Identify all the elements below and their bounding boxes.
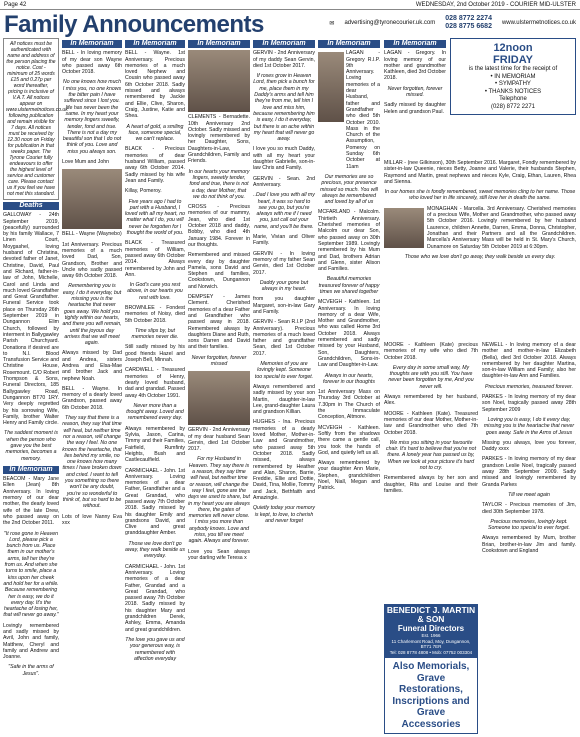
poem-parkes-2: Till we meet again	[508, 491, 550, 498]
notice-gervin-5-end: Always remembered and sadly missed by your son Martin, daughter-in-law Lee, grand-daughter Laura and grandson Killian.	[253, 383, 315, 416]
column-6	[318, 38, 380, 737]
notice-taylor: TAYLOR - Precious memories of Jim, died 30th September 1978.	[482, 502, 576, 515]
poem-hughes: Quietly today your memory is kept, to love, to cherish and never forget	[253, 505, 315, 524]
deadline-item-2: • SYMPATHY	[495, 81, 531, 87]
poem-galloway: The saddest moment is when the person who gave you the best memories, becomes a memory.	[4, 430, 58, 462]
poem-newell: Precious memories, treasured forever.	[484, 383, 574, 390]
section-deaths: Deaths	[3, 202, 59, 210]
poem-gervin-5: Memories of you are lovingly kept. Someone too special to ever forget.	[254, 361, 314, 380]
notice-mcveigh-2-end: Always remembered by your daughter Ann Marie, Stephen, grandchildren Noel, Niall, Megan and Patrick.	[318, 460, 380, 492]
column-8	[384, 342, 478, 602]
deadline-box	[450, 38, 576, 115]
phone-numbers	[445, 15, 492, 31]
fd-telephone[interactable]: Tel: 028 8778 4808 • Mob: 07752 003304	[389, 649, 473, 655]
notice-gervin-3-end: Marie, Vivian and Oliver Family.	[253, 234, 315, 247]
fd-subtitle: Funeral Directors	[397, 624, 465, 633]
deadline-text: is the latest time for the receipt of	[468, 66, 558, 72]
notice-lagan-2-end: Sadly missed by daughter Helen and grandson Paul.	[384, 102, 446, 115]
top-bar	[0, 0, 580, 10]
notice-parkes-1: PARKES - In loving memory of my dear son Noel, tragically passed away 28th September 2009	[482, 394, 576, 413]
poem-bell-3: They say that there is a reason, they say that time will heal, but neither time nor a reason, will change the way I feel. No one knows the heartache, that lies behind my smile, no one knows how many times I have broken down and cried. I want to tell you something so there won't be any doubt, you're so wonderful to think of, but so hard to be without.	[62, 415, 122, 510]
phone-1[interactable]: 028 8772 2274	[445, 15, 492, 22]
notice-lagan-2: LAGAN - Gregory. In loving memory of our mother and grandmother Kathleen, died 3rd October 2018.	[384, 50, 447, 82]
notice-moore-1-end: Always remembered by her husband, Alex.	[384, 394, 478, 407]
poem-lagan: Our memories are so precious, your presence missed so much. You will always be remembered and loved by all of us	[320, 173, 378, 206]
notice-bell-2-head: BELL - Wayne (Waynebo)	[62, 231, 122, 238]
poem-bell-2: Remembering you is easy, I do it everyday, but missing you is the heartache that never goes away. We hold you tightly within our hearts, and there you will remain, until the joyous day arrives that we will meet again.	[62, 283, 122, 347]
notice-moore-2: MOORE - Kathleen (Kate). Treasured memories of our dear Mother, Mother-in-law and Grandmother who died 7th October 2018.	[384, 410, 478, 436]
notice-gervin-4: GERVIN - In loving memory of my father Sean Gervin, died 1st October 2017.	[253, 250, 315, 276]
notice-gervin-5: GERVIN - Sean R.I.P (2nd Anniversary). Precious memories of a much loved father and grandfather Sean, died 1st October 2017.	[253, 319, 315, 357]
poem-carmichael-1: Those we love don't go away, they walk beside us everyday.	[125, 540, 185, 560]
column-5	[253, 38, 315, 737]
notice-gervin-2: GERVIN - 2nd Anniversary of my daddy Sean Gervin, died 1st October 2017.	[253, 50, 315, 69]
deadline-item-1: • IN MEMORIAM	[490, 73, 536, 80]
notice-newell: NEWELL - In loving memory of a dear mother and mother-in-law Elizabeth (Bella), died 3rd October 2018. Always remembered by her daughter Martina, son-in-law William and Family; also her daughter-in-law Ann and Families.	[482, 342, 576, 380]
notice-carmichael-1: CARMICHAEL - John. 1st Anniversary. Loving memories of a dear Father, Grandfather and a Great Grandad, who passed away 7th October 2018. Sadly missed by his daughter Emily and grandsons David, and Clive and great granddaughter Amber.	[125, 467, 185, 537]
column-1	[3, 38, 68, 737]
deadline-box-col	[450, 38, 576, 158]
photo-lagan	[318, 52, 344, 122]
notice-bell-3: BELL - Wayne. In memory of a dearly loved Grandson, passed away 6th October 2018.	[62, 385, 122, 411]
memorials-ad[interactable]: Also Memorials, Grave Restorations, Inscriptions and Grave Accessories	[384, 657, 478, 734]
poem-lagan-2: Never forgotten, forever missed.	[387, 85, 443, 99]
ad-column	[384, 604, 478, 737]
poem-taylor: Precious memories, lovingly kept. Someone too special to ever forget.	[488, 518, 570, 532]
contact-bar	[329, 15, 576, 31]
notice-cross-end: Remembered and missed every day by daughter Pamela, sons David and Stephen and families, Cookstown, Dungannon and Norwich.	[188, 252, 250, 290]
section-in-memoriam: In Memoriam	[253, 40, 315, 48]
notice-gervin-2-end: I love you so much Daddy, with all my heart your daughter Gabrielle, son-in-law Chris and Family.	[253, 146, 315, 172]
poem-bell-4: A heart of gold, a smiling face, someone special, we can't replace.	[126, 123, 184, 143]
poem-bell-1: No one knows how much I miss you, no one knows the bitter pain I have suffered since I lost you. life has never been the same. In my heart your memory lingers sweetly, tender, fond and true. There is not a day my beautiful son that I do not think of you. Love and miss you always son.	[62, 79, 122, 155]
poem-black-1: Five years ago I had to part with a Husband, I loved with all my heart, no matter what I do, you will never be forgotten for I thought the world of you.	[125, 198, 185, 237]
column-3	[125, 38, 185, 737]
section-in-memoriam: In Memoriam	[125, 40, 185, 48]
notice-mcfarland: MCFARLAND - Malcolm. Thirtieth Anniversary. Cherished memories of Malcolm our dear Son, who passed away on 30th September 1989. Lovingly remembered by his Mum and Dad, brothers Adrian and Glenn, sister Alison and Families.	[318, 209, 380, 273]
photo-monaghan	[384, 208, 424, 248]
poem-monaghan: Those who we love don't go away, they walk beside us every day.	[404, 253, 556, 260]
notice-cross: CROSS - Precious memories of our mammy, Jean, who died 1st October 2018 and daddy, Bobby, who died 4th January 1984. Forever in our thoughts.	[188, 204, 250, 248]
column-9	[482, 342, 576, 737]
funeral-director-ad[interactable]	[384, 604, 478, 657]
poem-millar: In our homes she is fondly remembered, sweet memories cling to her name. Those who loved her in life sincerely, still love her in death the same.	[384, 189, 576, 202]
notice-gervin-4-end: from you daughter Margaret, son-in-law Gary and Family.	[253, 296, 315, 315]
fd-name: BENEDICT J. MARTIN & SON	[386, 605, 476, 624]
poem-gervin-2: If roses grow in Heaven Lord, then pick a bunch for me, place them in my Daddy's arms and tell him they're from me, tell him I love and miss him, because remembering him is easy, I do it everyday, but there is an ache within my heart that will never go away.	[253, 73, 315, 143]
column-2	[62, 38, 122, 737]
deadline-phone-label: Telephone	[499, 96, 527, 102]
photo-bell	[62, 169, 122, 229]
notice-parkes-1-end: Missing you always, love you forever, Daddy xxxx	[482, 439, 576, 453]
poem-cardwell: Never more than a thought away. Loved and remembered every day.	[126, 402, 184, 422]
notice-gervin-1-end: Love you Sean always your darling wife Teresa x	[188, 548, 250, 561]
deadline-item-3: • THANKS NOTICES	[484, 88, 542, 95]
notice-bell-1-end: Love Mum and John	[62, 159, 110, 166]
notice-black-2: BLACK - Treasured memories of William, passed away 6th October 2014. Always remembered by John and Ann.	[125, 240, 185, 278]
deadline-time: 12noon	[493, 42, 533, 54]
column-4	[188, 38, 250, 737]
notice-beacom: BEACOM - Mary Jane Ellen (Jean) 8th Anniversary. In loving memory of our dear mother, the dearly loved wife of the late Drew, who passed away on the 2nd October 2011.	[3, 476, 59, 527]
notice-bell-2-end: Always missed by Dad and Andrea, sisters Andrea and Elsa-Mae and brother Jack and nephew Noah.	[62, 350, 122, 382]
poem-mcfarland: Beautiful memories treasured forever of happy times we shared together	[318, 276, 380, 295]
notice-mcveigh-1-end: 1st Anniversary Mass on Thursday 3rd October at 7.30pm in The Church of the Immaculate Conception, Altmore.	[318, 389, 380, 421]
poem-clements: In our hearts your memory lingers, sweetly tender, fond and true, there is not a day, dear Mother, that we do not think of you.	[188, 168, 250, 200]
fd-est: Est. 1966	[421, 633, 441, 638]
notice-monaghan: MONAGHAN - Marcella. 3rd Anniversary. Cherished memories of a precious Wife, Mother and Grandmother, who passed away 5th October 2016. Lovingly remembered by her husband Laurence, children Annette, Darren, Emma, Donna, Christopher, Jonathan and their Partners and all the Grandchildren. Marcella's Anniversary Mass will be held in St. Mary's Church, Dunamore on Saturday 5th October 2019 at 6:30pm.	[427, 205, 576, 250]
notice-info: All notices must be authenticated with name and address of the person placing the notice. Cost - minimum of 25 words £15 and 0.27p per word thereafter, pricing is inclusive of V.A.T. All notices appear on www.ulstermetnotices.co.uk following publication and remain visible for 7 days. All notices must be received by 12.30 noon on Friday for publication in that weeks paper. The Tyrone Courier fully endeavours to offer the highest level of service and customer care. Please contact us if you feel we have not met this standard.	[3, 38, 59, 200]
notice-mcveigh-2: MCVEIGH - Kathleen. Softly from the shadows there came a gentle call, you took the hands of God, and quietly left us all.	[318, 424, 380, 456]
fd-address: 11 Charlemont Road, Moy, Dungannon, BT71 7ER	[391, 638, 471, 649]
photo-clements	[188, 50, 250, 112]
notice-hughes: HUGHES - Ina. Precious memories of a dearly loved Mother, Mother-in-Law and Grandmother, who passed away 5th October 2018. Sadly missed, always remembered by Heather and Alan, Sharon, Barrie, Freddie, Ellie and Dottie, David, Tina, Mollie, Tommy and Jack, Bethfaith and Amazingle.	[253, 419, 315, 501]
website-link[interactable]: www.ulstermetnotices.co.uk	[501, 20, 576, 26]
notice-mcveigh-1: MCVEIGH - Kathleen. 1st Anniversary. In loving memory of a dear Wife, Mother and Grandmother, who was called Home 3rd October 2018. Always remembered and sadly missed by your Husband, Son, Daughters, Grandchildren, Sons-in-Law and Daughter-in-Law.	[318, 299, 380, 369]
poem-carmichael-2: The love you gave us and your generous way, is remembered with affection everyday	[125, 636, 185, 662]
poem-mcveigh-1: Always in our hearts, forever in our thoughts	[323, 372, 375, 385]
poem-moore-1: Every day in some small way, My thoughts are with you still. You have never been forgotten by me, And you never will.	[388, 364, 474, 390]
section-in-memoriam: In Memoriam	[318, 40, 380, 48]
poem-parkes-1: Loving you is easy, I do it every day, missing you is the heartache that never goes away. Safe in the Arms of Jesus	[483, 416, 575, 436]
phone-2[interactable]: 028 8775 6682	[445, 23, 492, 30]
notice-taylor-end: Always remembered by Mum, brother Brian, brother-in-law Jim and family. Cookstown and England	[482, 535, 576, 555]
column-7-wide	[384, 160, 576, 340]
page-number: Page 42	[4, 1, 27, 8]
lagan-block	[318, 50, 380, 174]
deadline-phone[interactable]: (028) 8772 2271	[490, 103, 536, 110]
notice-carmichael-2: CARMICHAEL - John. 1st Anniversary. Loving memories of a dear Father, Grandad and a Great Grandad, who passed away 7th October 2018. Sadly missed by his daughter Mary and grandchildren Derek, Ashley, Emma, Amanda and great grandchildren.	[125, 563, 185, 633]
notice-dempsey: DEMPSEY - James Clement. Cherished memories of a dear Father and Grandfather who passed away in 2018. Remembered always by daughters Diane and Ruth, sons Darren and David and their families.	[188, 294, 251, 351]
poem-moore-2: We miss you sitting in your favourite chair. It's hard to believe that you're not there. A lonely year has passed us by, When we look at your picture it's hard not to cry.	[385, 439, 477, 472]
email-icon: ✉	[329, 20, 335, 27]
poem-gervin-4: Daddy your gone but always in my heart.	[259, 279, 309, 293]
notice-bell-4: BELL - Wayne. 1st Anniversary. Precious memories of a much loved Nephew and Cousin who passed away 6th October 2018. Sadly missed and always remembered by Jackie and Ellie, Clive, Sharon, Craig, Justine, Katie and Shea.	[125, 50, 185, 120]
page-header	[0, 11, 580, 38]
notice-bell-2: 1st Anniversary. Precious memories of a much loved Dad, Son, Grandson, Brother and Uncle who sadly passed away 6th October 2018.	[62, 241, 122, 280]
issue-date: WEDNESDAY, 2nd October 2019 - COURIER MID-ULSTER	[415, 1, 576, 8]
notice-bell-3-end: Lots of love Nanny Eva xxx	[62, 513, 122, 526]
email-link[interactable]: advertising@tyronecourier.uk.com	[344, 20, 436, 26]
notice-brownlee-end: Still sadly missed by his good friends Hazel and Joseph Bell, Minnah.	[125, 344, 185, 364]
notice-millar: MILLAR - (nee Gilkinson), 30th September 2016. Margaret, Fondly remembered by sister-in-law Queenie, nieces Betty, Joanne and Valerie, their husbands Stephen, Raymond and Martin, great nephews and nieces Kyle, Craig, Ethan, Lauren, Rhea and Sienna.	[384, 160, 576, 185]
notice-cardwell-end: Always remembered by Sylvia, Jason, Carina, Timmy and their Families, Fairfield, Rumfinty Heights, Bush and Castlecaulfield.	[125, 425, 185, 464]
notice-beacom-end: Lovingly remembered and sadly missed by Avril, John and family, Matthew, Cheryl and family and Andrew and Joanne.	[3, 622, 59, 661]
poem-brownlee: Time slips by, but memories never die.	[131, 327, 179, 341]
section-in-memoriam: In Memoriam	[188, 40, 250, 48]
notice-black-1: BLACK - Precious memories of dear husband William, passed away 6th October 2014. Sadly missed by his wife Jean and Family.	[125, 146, 185, 184]
notice-cardwell: CARDWELL - Treasured memories of Henry, dearly loved husband, dad and grandad. Passed away 4th October 1991.	[125, 367, 185, 399]
notice-gervin-3: GERVIN - Sean. 2nd Anniversary.	[253, 175, 315, 188]
poem-gervin-1: For my Husband in Heaven. They say there is a reason, they say time will heal, but neither time or reason, will change the way I feel, gone are the days we used to share, but in my heart you are always there, the gates of memories will never close. I miss you more than anybody knows. Love and miss, you till we meet again. Always and forever.	[188, 456, 250, 545]
notice-black-1-place: Killay, Pomeroy.	[125, 188, 162, 195]
notice-gervin-1: GERVIN - 2nd Anniversary of my dear husband Sean Gervin, died 1st October 2017.	[188, 427, 250, 453]
section-in-memoriam: In Memoriam	[3, 466, 59, 474]
notice-moore-1: MOORE - Kathleen (Kate) precious memories of my wife who died 7th October 2018.	[384, 342, 478, 361]
poem-beacom: "It rose gone in Heaven Lord, please pick a bunch from us. Place them in our mother's arms, tell her they're from us. And when she turns to smile, place a kiss upon her cheek and hold her for a while. Because remembering her is easy, we do it every day. It's the heartache of losing her, that will never go away."	[3, 530, 59, 619]
notice-beacom-end2: "Safe in the arms of Jesus".	[8, 664, 54, 677]
page-title: Family Announcements	[4, 11, 264, 38]
notice-moore-2-end: Remembered always by her son and daughter, Rita and Louise and their families.	[384, 475, 478, 494]
photo-gervin	[188, 371, 250, 425]
notice-brownlee: BROWNLEE - Fondest memories of Noisy, died 5th October 2018.	[125, 304, 185, 324]
poem-dempsey: Never forgotten, forever missed	[191, 354, 247, 367]
notice-parkes-2: PARKES - In loving memory of my dear grandson Leslie Noel, tragically passed away 28th September 2009. Sadly missed and lovingly remembered by Granda Parkes	[482, 456, 576, 488]
deadline-day: FRIDAY	[493, 54, 533, 66]
poem-gervin-3: ..Dad I love you with all my heart, it was so hard to see you go, but you're always with me if I need you, just call out your name, and you'll be there.	[253, 192, 315, 230]
poem-black-2: In God's care you rest above, in our hearts you rest with love.	[127, 282, 183, 301]
notice-galloway: GALLOWAY - 24th September 2019, (peacefully) surrounded by his family Wallace, 7 Linen Court, Moygashel, loving husband of Christina, devoted father of Janet, Christine, David, Paul and Richard, father-in-law of John, Michelle, Carol and Linda and much loved Grandfather and Great Grandfather. Funeral Service took place on Thursday 26th September 2019 in Dungannon Elim Church, followed by interment in Ballygawley Parish Churchyard. Donations if desired are to N.I. Blood Transfusion Service and Christine House, Rosemount. C/O Robert Thompson & Sons, Funeral Directors, 185 Ballygawley Road, Dungannon BT70 1RY. Very deeply regretted by his sorrowing Wife, Family, brother Walter Henry and Family circle.	[3, 212, 59, 427]
notice-lagan: LAGAN - Gregory R.I.P. 9th Anniversary. Loving memories of a dear Husband, father and Grandfather who died 5th October 2010. Mass in the Church of the Assumption, Pomeroy on Sunday 6th October at 11am	[346, 50, 380, 170]
section-in-memoriam: In Memoriam	[62, 40, 122, 48]
section-in-memoriam: In Memoriam	[384, 40, 446, 48]
notice-bell-1: BELL - In loving memory of my dear son Wayne who passed away 6th October 2018.	[62, 50, 122, 76]
notice-clements: CLEMENTS - Bernadette. 10th Anniversary 2nd October. Sadly missed and lovingly remembered by her Daughter, Sons, Daughters-in-Law, Grandchildren, Family and Friends.	[188, 114, 250, 165]
